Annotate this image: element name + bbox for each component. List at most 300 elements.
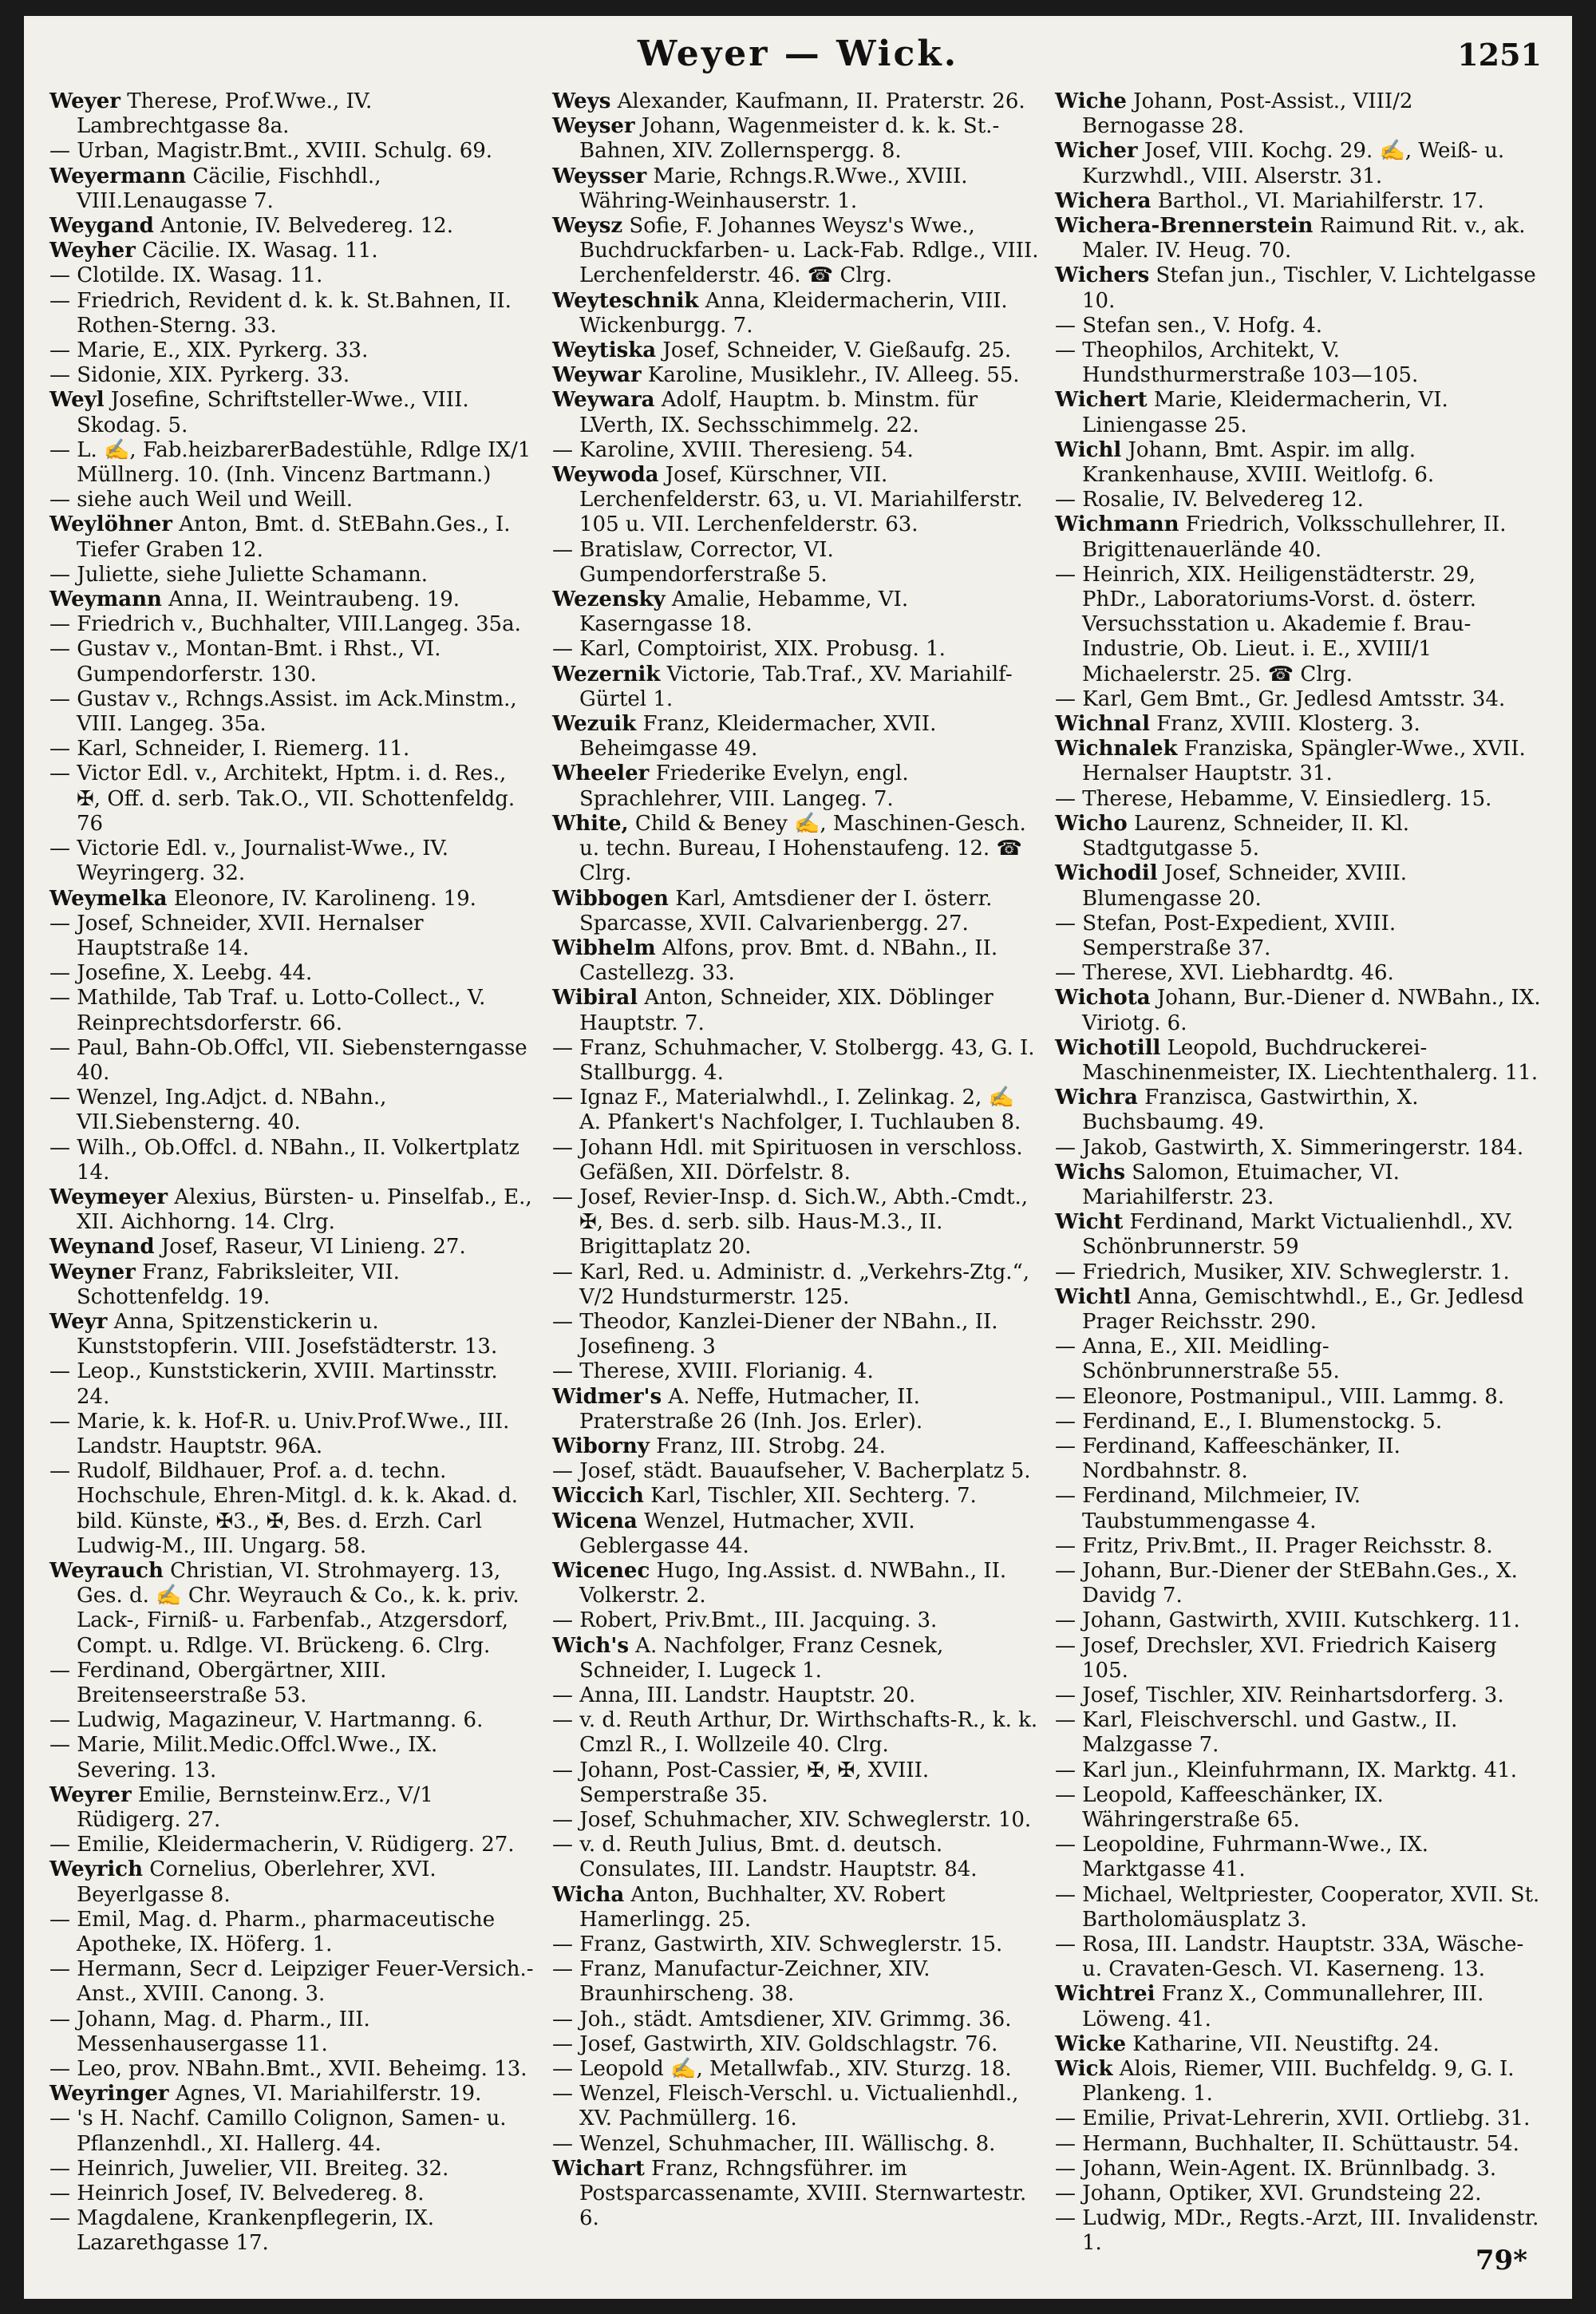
directory-entry [552,2007,1039,2032]
entry-surname: Wichra [1055,1086,1138,1110]
directory-entry [1055,139,1542,188]
directory-entry [552,812,1039,887]
directory-entry [1055,1210,1542,1260]
directory-entry [552,2057,1039,2082]
directory-entry [1055,1559,1542,1608]
entry-text: — Eleonore, Postmanipul., VIII. Lammg. 8. [1055,1384,1505,1409]
entry-surname: Weyner [49,1260,136,1284]
entry-text: Ferdinand, Markt Victualienhdl., XV. Schönbrunnerstr. 59 [1082,1210,1514,1260]
directory-entry [49,1659,536,1708]
entry-text: Johann, Bur.-Diener d. NWBahn., IX. Viriotg. 6. [1082,986,1541,1035]
directory-entry [552,114,1039,164]
entry-text: — Johann, Mag. d. Pharm., III. Messenhausergasse 11. [49,2007,370,2056]
entry-text: — Gustav v., Rchngs.Assist. im Ack.Minstm., VIII. Langeg. 35a. [49,686,517,737]
directory-entry [552,89,1039,114]
entry-text: — Leo, prov. NBahn.Bmt., XVII. Beheimg. 13. [49,2057,527,2082]
entry-text: — Therese, Hebamme, V. Einsiedlerg. 15. [1055,786,1492,811]
entry-text: Anna, Kleidermacherin, VIII. Wickenburgg. 7. [579,288,1008,338]
directory-entry [1055,1434,1542,1484]
directory-entry [1055,1484,1542,1533]
entry-surname: Weyringer [49,2082,169,2106]
entry-text: — Ferdinand, Kaffeeschänker, II. Nordbahnstr. 8. [1055,1434,1400,1484]
directory-entry [1055,1783,1542,1833]
entry-text: — Leopoldine, Fuhrmann-Wwe., IX. Marktgasse 41. [1055,1833,1428,1882]
directory-entry [552,1260,1039,1310]
directory-entry [1055,2106,1542,2131]
entry-text: — Emilie, Privat-Lehrerin, XVII. Ortliebg. 31. [1055,2106,1531,2131]
entry-text: Marie, Kleidermacherin, VI. Liniengasse 25. [1082,388,1448,437]
directory-entry [552,1459,1039,1484]
directory-entry [1055,2206,1542,2256]
directory-entry [1055,1758,1542,1783]
entry-text: — Emilie, Kleidermacherin, V. Rüdigerg. 27. [49,1833,515,1857]
entry-text: Anton, Schneider, XIX. Döblinger Hauptstr. 7. [579,986,994,1035]
entry-text: — Theophilos, Architekt, V. Hundsthurmerstraße 103—105. [1055,338,1419,388]
entry-surname: Wichotill [1055,1035,1161,1060]
directory-entry [1055,1534,1542,1559]
directory-entry [552,712,1039,761]
directory-entry [1055,912,1542,961]
entry-text: — Stefan, Post-Expedient, XVIII. Semperstraße 37. [1055,911,1396,960]
entry-surname: Wezensky [552,587,666,612]
entry-surname: Wezuik [552,712,637,737]
entry-surname: Wicha [552,1882,625,1907]
entry-text: Anna, II. Weintraubeng. 19. [161,587,460,612]
directory-entry [552,2132,1039,2157]
directory-entry [49,89,536,139]
directory-entry [1055,214,1542,263]
entry-surname: Wicher [1055,139,1138,164]
directory-entry [49,912,536,961]
directory-entry [1055,1335,1542,1384]
entry-surname: Weyrauch [49,1558,164,1583]
entry-text: — Johann, Post-Cassier, ✠, ✠, XVIII. Semperstraße 35. [552,1758,930,1807]
directory-entry [1055,338,1542,388]
entry-surname: Weymelka [49,886,168,911]
entry-text: Laurenz, Schneider, II. Kl. Stadtgutgasse 5. [1082,811,1410,861]
entry-text: — Marie, E., XIX. Pyrkerg. 33. [49,338,369,363]
entry-text: A. Nachfolger, Franz Cesnek, Schneider, I. Lugeck 1. [579,1633,944,1683]
entry-text: — Anna, III. Landstr. Hauptstr. 20. [552,1683,916,1707]
entry-text: Franzisca, Gastwirthin, X. Buchsbaumg. 49. [1082,1086,1419,1135]
directory-entry [552,1883,1039,1932]
entry-surname: Wichera [1055,188,1152,213]
directory-entry [49,761,536,837]
directory-entry [49,338,536,363]
entry-surname: Widmer's [552,1384,662,1409]
directory-entry [49,1260,536,1310]
entry-text: — Josef, Revier-Insp. d. Sich.W., Abth.-Cmdt., ✠, Bes. d. serb. silb. Haus-M.3., II. Brigittaplatz 20. [552,1185,1029,1260]
entry-text: — Rosa, III. Landstr. Hauptstr. 33A, Wäsche- u. Cravaten-Gesch. VI. Kaserneng. 13. [1055,1932,1524,1982]
directory-entry [49,1086,536,1135]
directory-entry [552,1136,1039,1185]
entry-surname: Wichart [552,2156,645,2181]
directory-entry [49,289,536,338]
directory-entry [49,1708,536,1733]
entry-text: — Friedrich, Musiker, XIV. Schweglerstr. 1. [1055,1260,1510,1284]
entry-text: — Johann, Gastwirth, XVIII. Kutschkerg. 11. [1055,1608,1520,1633]
entry-surname: Weysz [552,214,623,239]
entry-surname: Wibhelm [552,935,656,960]
entry-text: — Josef, Gastwirth, XIV. Goldschlagstr. 76. [552,2031,998,2056]
directory-entry [1055,2132,1542,2157]
directory-entry [49,2181,536,2206]
directory-entry [1055,1161,1542,1210]
directory-entry [49,986,536,1035]
entry-text: Friedrich, Volksschullehrer, II. Brigittenauerlände 40. [1082,512,1507,562]
entry-text: Johann, Wagenmeister d. k. k. St.-Bahnen, XIV. Zollernspergg. 8. [579,114,1000,164]
directory-entry [49,1857,536,1907]
entry-text: Franz, Fabriksleiter, VII. Schottenfeldg. 19. [77,1260,400,1309]
entry-text: Hugo, Ing.Assist. d. NWBahn., II. Volkerstr. 2. [579,1558,1007,1608]
entry-text: Antonie, IV. Belvedereg. 12. [153,214,453,239]
entry-text: — Anna, E., XII. Meidling-Schönbrunnerstraße 55. [1055,1335,1340,1384]
entry-text: Sofie, F. Johannes Weysz's Wwe., Buchdruckfarben- u. Lack-Fab. Rdlge., VIII. Lerchenfelderstr. 46. ☎ Clrg. [579,214,1039,288]
directory-entry [1055,563,1542,687]
entry-text: Franz, XVIII. Klosterg. 3. [1149,712,1420,737]
directory-entry [552,2032,1039,2057]
entry-surname: Wicho [1055,811,1128,836]
entry-text: Raimund Rit. v., ak. Maler. IV. Heug. 70. [1082,214,1526,263]
entry-text: Alexander, Kaufmann, II. Praterstr. 26. [610,89,1025,113]
directory-entry [49,1559,536,1659]
entry-surname: Wibiral [552,986,638,1011]
entry-text: — Josef, Tischler, XIV. Reinhartsdorferg. 3. [1055,1683,1504,1707]
directory-entry [1055,1608,1542,1633]
directory-entry [49,1410,536,1459]
directory-entry [49,1136,536,1185]
directory-entry [552,1484,1039,1509]
entry-text: — Ferdinand, Milchmeier, IV. Taubstummengasse 4. [1055,1484,1361,1533]
directory-entry [49,214,536,239]
entry-text: — Mathilde, Tab Traf. u. Lotto-Collect., V. Reinprechtsdorferstr. 66. [49,986,486,1035]
entry-text: Alexius, Bürsten- u. Pinselfab., E., XII. Aichhorng. 14. Clrg. [77,1185,532,1235]
directory-entry [1055,2157,1542,2181]
directory-entry [1055,787,1542,812]
directory-entry [1055,189,1542,214]
entry-text: — Friedrich, Revident d. k. k. St.Bahnen, II. Rothen-Sterng. 33. [49,288,512,338]
entry-text: — Robert, Priv.Bmt., III. Jacquing. 3. [552,1608,938,1633]
entry-text: Salomon, Etuimacher, VI. Mariahilferstr. 23. [1082,1160,1400,1209]
entry-text: — Josef, städt. Bauaufseher, V. Bacherplatz 5. [552,1459,1031,1484]
entry-text: Agnes, VI. Mariahilferstr. 19. [168,2082,482,2106]
directory-entry [1055,1982,1542,2031]
directory-entry [1055,1683,1542,1708]
entry-text: — Stefan sen., V. Hofg. 4. [1055,313,1323,338]
directory-entry [552,1708,1039,1758]
entry-text: Anton, Bmt. d. StEBahn.Ges., I. Tiefer Graben 12. [77,512,511,562]
entry-text: Marie, Rchngs.R.Wwe., XVIII. Währing-Weinhauserstr. 1. [579,164,968,213]
directory-entry [49,164,536,214]
entry-text: — v. d. Reuth Arthur, Dr. Wirthschafts-R., k. k. Cmzl R., I. Wollzeile 40. Clrg. [552,1708,1038,1758]
entry-text: — Johann, Bur.-Diener der StEBahn.Ges., X. Davidg 7. [1055,1558,1518,1608]
directory-entry [49,1783,536,1833]
entry-surname: Weyermann [49,164,187,188]
directory-entry [1055,1086,1542,1135]
entry-text: Amalie, Hebamme, VI. Kaserngasse 18. [579,587,909,637]
directory-entry [552,1559,1039,1608]
entry-text: — Leopold ✍, Metallwfab., XIV. Sturzg. 18. [552,2057,1012,2082]
entry-text: — Franz, Manufactur-Zeichner, XIV. Braunhirscheng. 38. [552,1957,930,2007]
directory-entry [49,139,536,164]
entry-surname: Weywar [552,363,642,388]
entry-surname: Weytiska [552,338,657,363]
entry-text: — Johann, Optiker, XVI. Grundsteing 22. [1055,2181,1482,2206]
directory-entry [49,388,536,437]
entry-text: — Ignaz F., Materialwhdl., I. Zelinkag. 2, ✍ A. Pfankert's Nachfolger, I. Tuchlauben 8. [552,1086,1021,1135]
entry-surname: Wicke [1055,2031,1127,2056]
entry-text: — Urban, Magistr.Bmt., XVIII. Schulg. 69. [49,139,493,164]
entry-text: — Leopold, Kaffeeschänker, IX. Währingerstraße 65. [1055,1782,1384,1833]
entry-surname: Weyher [49,239,136,263]
directory-entry [1055,1708,1542,1758]
entry-text: — Friedrich v., Buchhalter, VIII.Langeg. 35a. [49,612,521,637]
directory-entry [49,363,536,388]
entry-text: — Hermann, Secr d. Leipziger Feuer-Versich.-Anst., XVIII. Canong. 3. [49,1957,534,2007]
directory-entry [49,1359,536,1409]
entry-text: Child & Beney ✍, Maschinen-Gesch. u. techn. Bureau, I Hohenstaufeng. 12. ☎ Clrg. [579,811,1026,886]
directory-entry [49,2082,536,2106]
entry-surname: Weyrer [49,1782,132,1807]
entry-surname: Wichl [1055,437,1122,462]
entry-text: — Karl, Fleischverschl. und Gastw., II. Malzgasse 7. [1055,1708,1458,1758]
directory-entry [1055,1883,1542,1932]
entry-text: Josef, Kürschner, VII. Lerchenfelderstr. 63, u. VI. Mariahilferstr. 105 u. VII. Lerchenfelderstr. 63. [579,463,1023,537]
entry-surname: Wichtl [1055,1284,1132,1309]
directory-entry [49,488,536,512]
directory-entry [552,1683,1039,1708]
entry-text: Josef, Schneider, XVIII. Blumengasse 20. [1082,861,1407,911]
entry-surname: Wichers [1055,263,1150,288]
entry-text: — Karl, Gem Bmt., Gr. Jedlesd Amtsstr. 34. [1055,686,1506,711]
entry-surname: Weyser [552,114,635,139]
entry-text: Emilie, Bernsteinw.Erz., V/1 Rüdigerg. 27. [77,1782,433,1833]
entry-surname: Weysser [552,164,647,188]
directory-page [24,16,1572,2299]
directory-entry [49,2157,536,2181]
entry-surname: Wibbogen [552,886,669,911]
directory-entry [552,164,1039,214]
entry-text: Karl, Tischler, XII. Sechterg. 7. [643,1484,977,1509]
directory-entry [49,1036,536,1086]
entry-text: — Michael, Weltpriester, Cooperator, XVII. St. Bartholomäusplatz 3. [1055,1882,1540,1932]
entry-text: Anna, Spitzenstickerin u. Kunststopferin. VIII. Josefstädterstr. 13. [77,1309,498,1359]
entry-surname: Wichodil [1055,861,1158,886]
column-1 [49,89,536,2256]
entry-text: — Rudolf, Bildhauer, Prof. a. d. techn. Hochschule, Ehren-Mitgl. d. k. k. Akad. d. bild. Künste, ✠3., ✠, Bes. d. Erzh. Carl Ludwig-M., III. Ungarg. 58. [49,1459,519,1558]
directory-entry [552,1185,1039,1260]
directory-entry [552,289,1039,338]
directory-entry [552,936,1039,986]
entry-surname: Wichmann [1055,512,1179,537]
directory-entry [552,1434,1039,1459]
directory-entry [49,961,536,986]
entry-surname: Weymann [49,587,162,612]
entry-text: — Rosalie, IV. Belvedereg 12. [1055,488,1364,512]
directory-entry [552,363,1039,388]
entry-text: — Juliette, siehe Juliette Schamann. [49,562,428,587]
directory-entry [552,637,1039,662]
entry-text: — Karl, Comptoirist, XIX. Probusg. 1. [552,637,946,662]
entry-text: — Paul, Bahn-Ob.Offcl, VII. Siebensterngasse 40. [49,1035,527,1085]
entry-text: — Gustav v., Montan-Bmt. i Rhst., VI. Gumpendorferstr. 130. [49,637,441,686]
entry-surname: Wichtrei [1055,1982,1156,2007]
entry-text: Adolf, Hauptm. b. Minstm. für LVerth, IX. Sechsschimmelg. 22. [579,388,978,437]
directory-entry [1055,861,1542,911]
entry-surname: Wichnal [1055,712,1150,737]
entry-text: — Therese, XVI. Liebhardtg. 46. [1055,961,1394,986]
entry-text: Victorie, Tab.Traf., XV. Mariahilf-Gürtel 1. [579,662,1013,711]
entry-text: Franz X., Communallehrer, III. Löweng. 41. [1082,1982,1484,2031]
entry-text: — Marie, Milit.Medic.Offcl.Wwe., IX. Severing. 13. [49,1733,438,1782]
column-3 [1055,89,1542,2256]
directory-entry [1055,438,1542,488]
directory-entry [49,1459,536,1559]
directory-entry [552,1634,1039,1683]
directory-entry [1055,712,1542,737]
entry-text: Josef, VIII. Kochg. 29. ✍, Weiß- u. Kurzwhdl., VIII. Alserstr. 31. [1082,139,1505,188]
directory-entry [552,663,1039,712]
entry-surname: Weywara [552,388,655,413]
entry-text: — Emil, Mag. d. Pharm., pharmaceutische Apotheke, IX. Höferg. 1. [49,1907,496,1957]
directory-entry [1055,986,1542,1035]
directory-entry [1055,961,1542,986]
entry-text: Christian, VI. Strohmayerg. 13, Ges. d. ✍ Chr. Weyrauch & Co., k. k. priv. Lack-, Firniß- u. Farbenfab., Atzgersdorf, Compt. u. Rdlge. VI. Brückeng. 6. Clrg. [77,1558,519,1658]
directory-entry [552,438,1039,463]
entry-surname: Weygand [49,214,154,239]
entry-text: Leopold, Buchdruckerei-Maschinenmeister, IX. Liechtenthalerg. 11. [1082,1035,1539,1085]
entry-text: — Heinrich, XIX. Heiligenstädterstr. 29, PhDr., Laboratoriums-Vorst. d. österr. Versuchsstation u. Akademie f. Brau-Industrie, Ob. Lieut. i. E., XVIII/1 Michaelerstr. 25. ☎ Clrg. [1055,562,1476,686]
entry-text: Cäcilie. IX. Wasag. 11. [135,239,378,263]
entry-text: — Therese, XVIII. Florianig. 4. [552,1359,874,1384]
entry-text: Therese, Prof.Wwe., IV. Lambrechtgasse 8a. [77,89,373,139]
entry-text: Franz, Kleidermacher, XVII. Beheimgasse 49. [579,712,937,761]
entry-surname: Wicenec [552,1558,650,1583]
directory-entry [552,887,1039,936]
entry-text: Eleonore, IV. Karolineng. 19. [167,886,476,911]
page-title: Weyer — Wick. [637,34,959,74]
directory-entry [1055,1036,1542,1086]
directory-entry [552,1833,1039,1882]
directory-entry [1055,2181,1542,2206]
entry-surname: Wicht [1055,1210,1124,1235]
entry-text: Franz, Rchngsführer. im Postsparcassenamte, XVIII. Sternwartestr. 6. [579,2156,1027,2231]
directory-entry [552,1957,1039,2007]
entry-surname: Weys [552,89,611,113]
entry-text: — Clotilde. IX. Wasag. 11. [49,263,323,288]
directory-entry [552,1086,1039,1135]
directory-entry [552,986,1039,1035]
entry-text: Anna, Gemischtwhdl., E., Gr. Jedlesd Prager Reichsstr. 290. [1082,1284,1524,1334]
entry-surname: Weyr [49,1309,108,1334]
entry-text: Katharine, VII. Neustiftg. 24. [1126,2031,1440,2056]
entry-text: Karoline, Musiklehr., IV. Alleeg. 55. [641,363,1020,388]
entry-text: — Wenzel, Ing.Adjct. d. NBahn., VII.Siebensterng. 40. [49,1086,387,1135]
entry-text: Josef, Schneider, V. Gießaufg. 25. [656,338,1012,363]
directory-entry [1055,1833,1542,1882]
directory-entry [1055,388,1542,437]
page-number: 1251 [1457,37,1542,73]
directory-entry [49,2007,536,2057]
directory-entry [49,563,536,587]
entry-surname: Wheeler [552,761,650,786]
entry-text: — L. ✍, Fab.heizbarerBadestühle, Rdlge IX/1 Müllnerg. 10. (Inh. Vincenz Bartmann.) [49,437,531,488]
directory-entry [552,1385,1039,1434]
entry-text: — Josef, Drechsler, XVI. Friedrich Kaiserg 105. [1055,1633,1497,1683]
entry-surname: Wiche [1055,89,1127,113]
directory-entry [552,1808,1039,1833]
entry-text: Josef, Raseur, VI Linieng. 27. [154,1235,466,1260]
directory-entry [49,1733,536,1782]
entry-surname: Wichera-Brennerstein [1055,214,1314,239]
directory-entry [552,1310,1039,1359]
entry-text: A. Neffe, Hutmacher, II. Praterstraße 26 (Inh. Jos. Erler). [579,1384,923,1434]
entry-text: — Victor Edl. v., Architekt, Hptm. i. d. Res., ✠, Off. d. serb. Tak.O., VII. Schottenfeldg. 76 [49,761,516,836]
directory-entry [552,388,1039,437]
directory-entry [49,1908,536,1957]
entry-text: — Karl, Red. u. Administr. d. „Verkehrs-Ztg.“, V/2 Hundsturmerstr. 125. [552,1260,1030,1309]
directory-entry [49,612,536,637]
entry-text: Josefine, Schriftsteller-Wwe., VIII. Skodag. 5. [77,388,469,437]
directory-entry [552,463,1039,538]
entry-text: — Leop., Kunststickerin, XVIII. Martinsstr. 24. [49,1359,498,1409]
page-header [24,34,1572,89]
entry-text: — Sidonie, XIX. Pyrkerg. 33. [49,363,350,388]
directory-entry [552,761,1039,811]
entry-surname: Weyer [49,89,120,113]
directory-entry [1055,1285,1542,1335]
entry-surname: Wichota [1055,986,1151,1011]
directory-entry [49,2106,536,2156]
entry-text: — Ludwig, MDr., Regts.-Arzt, III. Invalidenstr. 1. [1055,2206,1539,2256]
directory-entry [1055,1634,1542,1683]
directory-entry [49,687,536,737]
directory-entry [552,338,1039,363]
entry-text: — Victorie Edl. v., Journalist-Wwe., IV. Weyringerg. 32. [49,837,449,886]
directory-entry [49,1235,536,1260]
entry-surname: Wezernik [552,662,661,686]
directory-entry [49,1185,536,1235]
entry-text: — Fritz, Priv.Bmt., II. Prager Reichsstr. 8. [1055,1533,1493,1558]
entry-text: Franziska, Spängler-Wwe., XVII. Hernalser Hauptstr. 31. [1082,737,1526,786]
entry-surname: Wichnalek [1055,737,1178,761]
entry-text: — Franz, Schuhmacher, V. Stolbergg. 43, G. I. Stallburgg. 4. [552,1035,1035,1085]
entry-text: Barthol., VI. Mariahilferstr. 17. [1151,188,1484,213]
entry-text: Johann, Bmt. Aspir. im allg. Krankenhause, XVIII. Weitlofg. 6. [1082,437,1435,488]
directory-entry [552,2157,1039,2232]
entry-text: — Marie, k. k. Hof-R. u. Univ.Prof.Wwe., III. Landstr. Hauptstr. 96A. [49,1409,510,1458]
entry-text: Karl, Amtsdiener der I. österr. Sparcasse, XVII. Calvarienbergg. 27. [579,886,993,935]
directory-entry [1055,512,1542,562]
directory-entry [552,1509,1039,1559]
directory-entry [552,538,1039,587]
entry-text: Friederike Evelyn, engl. Sprachlehrer, VIII. Langeg. 7. [579,761,909,811]
directory-entry [49,587,536,612]
entry-text: Alois, Riemer, VIII. Buchfeldg. 9, G. I. Plankeng. 1. [1082,2057,1515,2106]
entry-text: — Joh., städt. Amtsdiener, XIV. Grimmg. 36. [552,2007,1012,2031]
entry-text: — Josef, Schneider, XVII. Hernalser Hauptstraße 14. [49,911,424,960]
directory-entry [1055,1260,1542,1285]
entry-text: Stefan jun., Tischler, V. Lichtelgasse 10. [1082,263,1536,313]
directory-entry [552,587,1039,637]
directory-entry [49,1833,536,1857]
entry-surname: Weyl [49,388,105,413]
directory-entry [49,837,536,886]
directory-entry [552,1359,1039,1384]
directory-entry [49,887,536,912]
directory-entry [552,214,1039,289]
entry-text: Cäcilie, Fischhdl., VIII.Lenaugasse 7. [77,164,381,213]
